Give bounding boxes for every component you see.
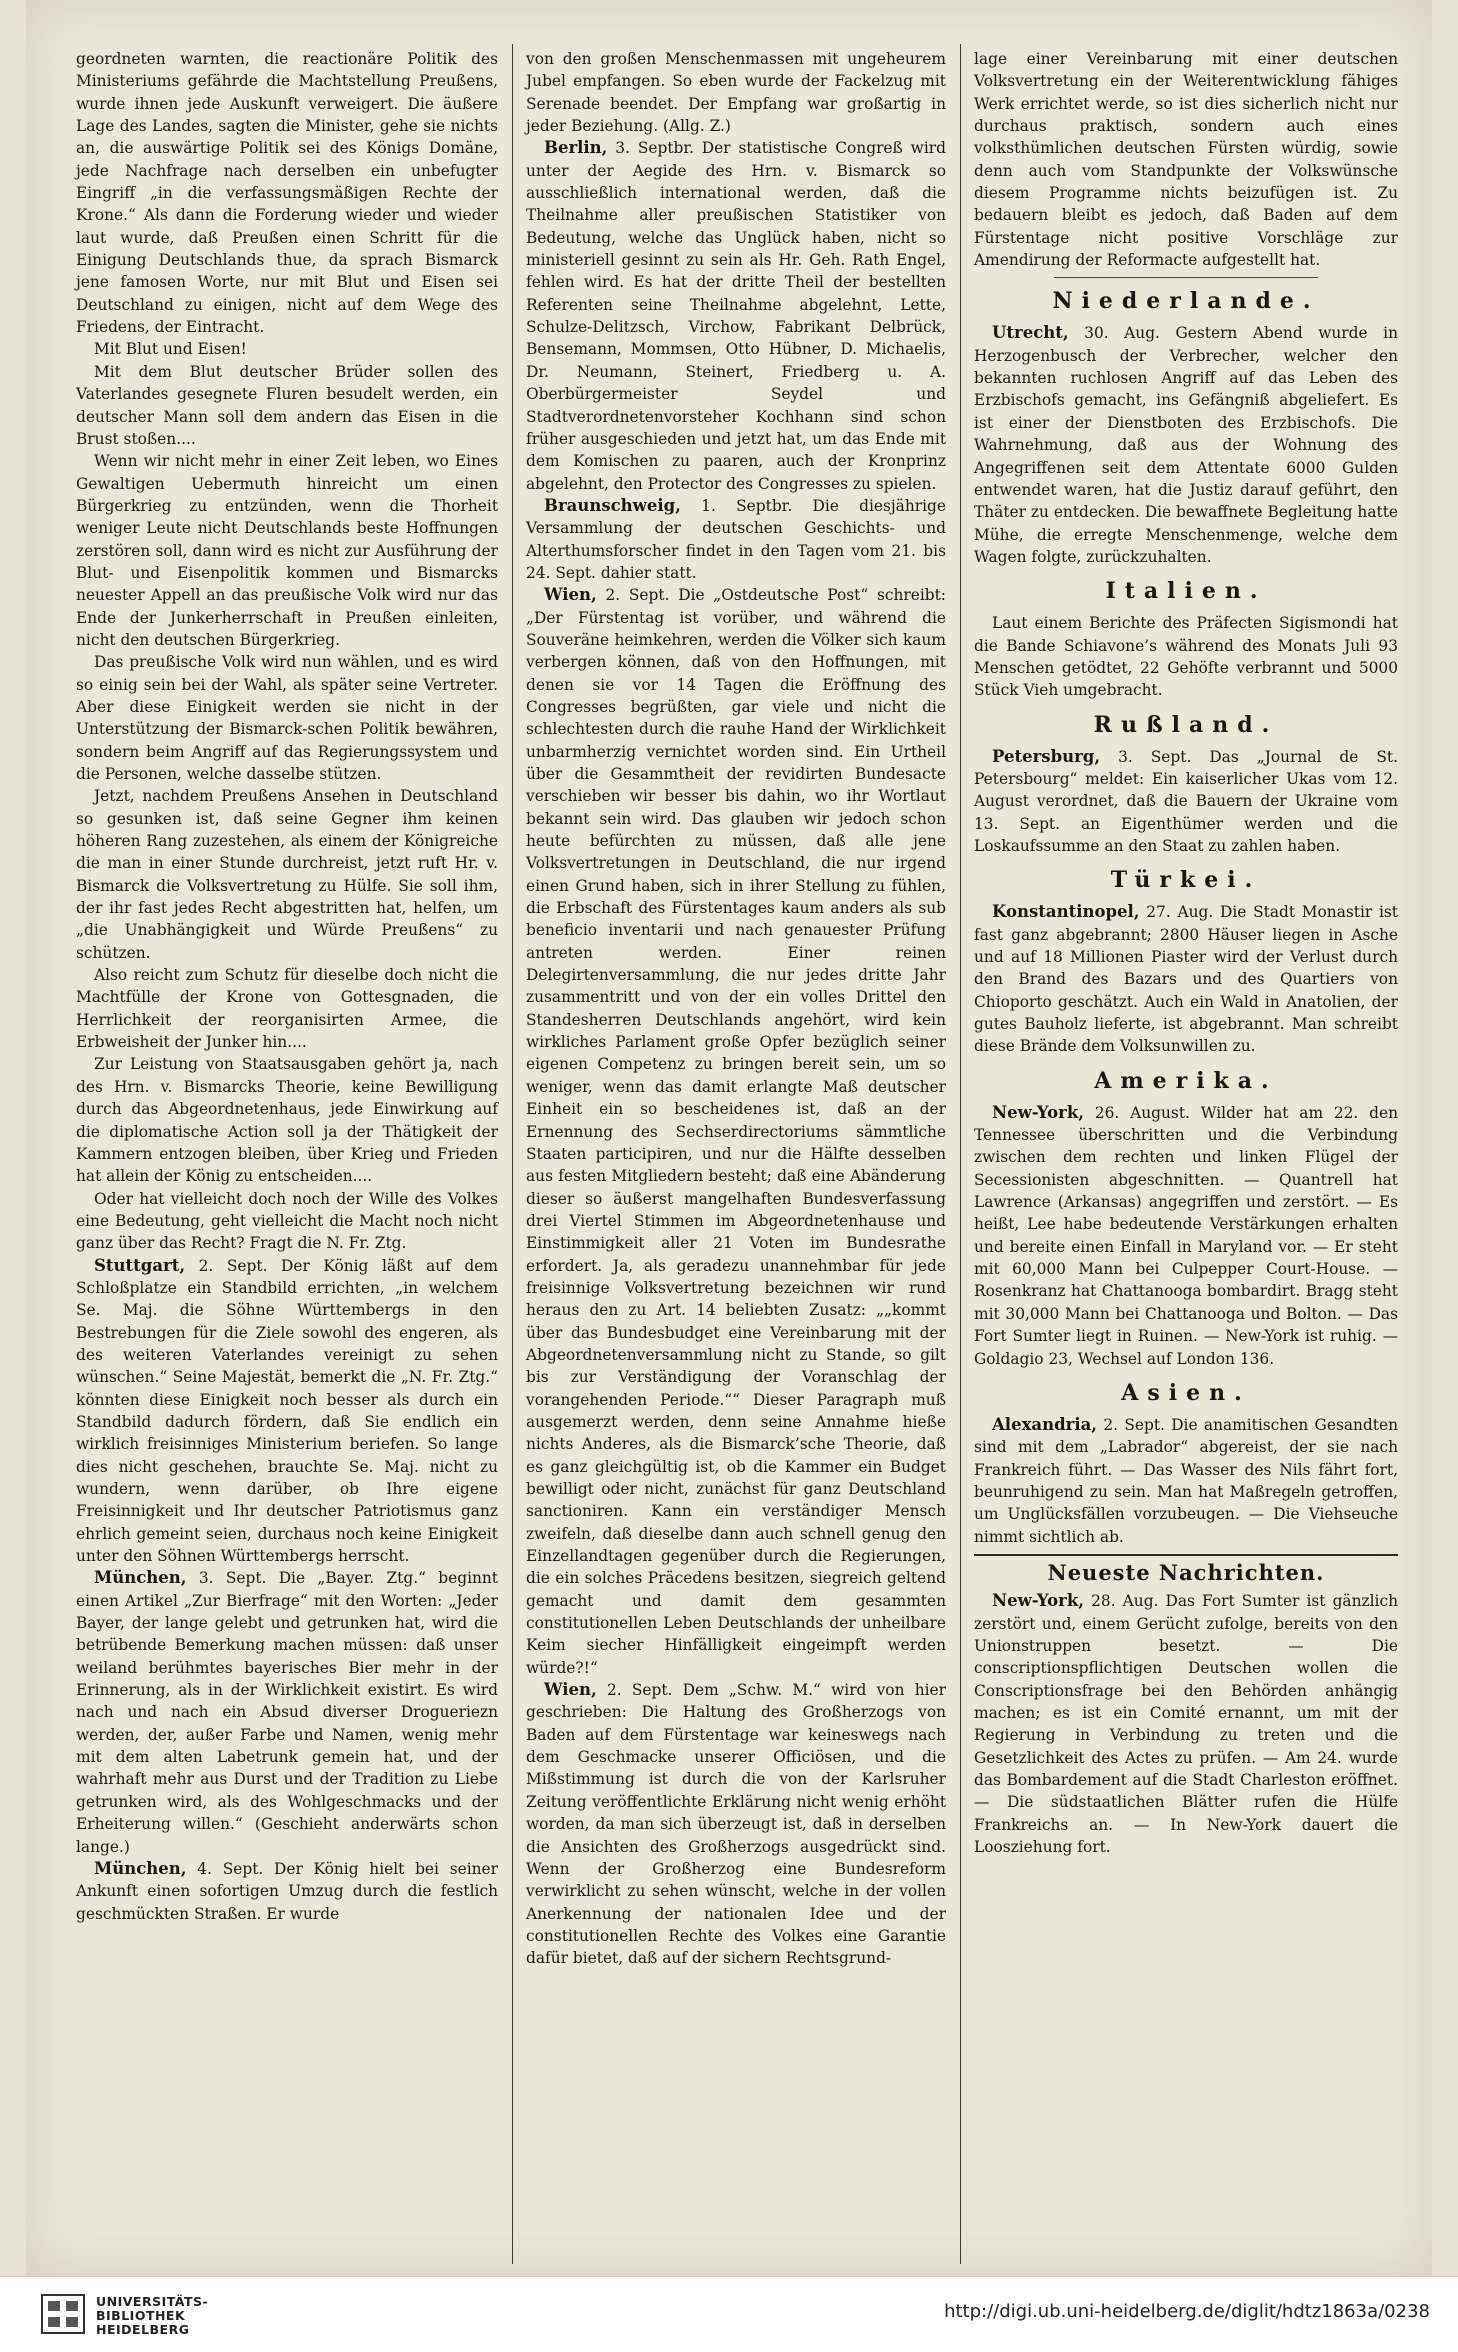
section-heading-tuerkei: Türkei. [1110,867,1262,894]
article [974,1590,1398,1858]
column-middle [526,48,946,2258]
article [76,1255,498,1568]
library-name-line: UNIVERSITÄTS- [96,2294,209,2309]
paragraph: Laut einem Berichte des Präfecten Sigismondi hat die Bande Schiavone’s während des Monats Juli 93 Menschen getödtet, 22 Gehöfte verbrannt und 5000 Stück Vieh umgebracht. [974,614,1398,700]
paragraph: Wenn wir nicht mehr in einer Zeit leben, wo Eines Gewaltigen Uebermuth hinreicht um einen Bürgerkrieg zu entzünden, wenn die Thorheit weniger Leute nicht Deutschlands beste Hoffnungen zerstören soll, dann wird es nicht zur Ausführung der Blut- und Eisenpolitik kommen und Bismarcks neuester Appell an das preußische Volk wird nur das Ende der Junkerherrschaft in Preußen einleiten, nicht den deutschen Bürgerkrieg. [76,452,498,649]
article [76,1567,498,1857]
column-rule [512,44,513,2264]
section-separator [1054,277,1318,278]
article-text: 3. Septbr. Der statistische Congreß wird unter der Aegide des Hrn. v. Bismarck so ausschließlich international werden, daß die Theilnahme aller preußischen Statistiker von Bedeutung, welche das Unglück haben, nicht so ministeriell gesinnt zu sein als Hr. Geh. Rath Engel, fehlen wird. Es hat der dritte Theil der bestellten Referenten seine Theilnahme abgelehnt, Lette, Schulze-Delitzsch, Virchow, Fabrikant Delbrück, Bensemann, Mommsen, Otto Hübner, D. Michaelis, Dr. Neumann, Steinert, Friedberg u. A. Oberbürgermeister Seydel und Stadtverordnetenvorsteher Kochhann sind schon früher ausgeschieden und jetzt hat, um das Ende mit dem Komischen zu paaren, auch der Kronprinz abgelehnt, den Protector des Congresses zu spielen. [526,139,946,493]
column-rule [960,44,961,2264]
paragraph: von den großen Menschenmassen mit ungeheurem Jubel empfangen. So eben wurde der Fackelzug mit Serenade beendet. Der Empfang war großartig in jeder Beziehung. (Allg. Z.) [526,50,946,136]
library-name-line: BIBLIOTHEK [96,2308,186,2323]
article-text: 3. Sept. Die „Bayer. Ztg.“ beginnt einen Artikel „Zur Bierfrage“ mit den Worten: „Jeder Bayer, der lange gelebt und getrunken hat, wird die betrübende Bemerkung machen müssen: daß unser weiland berühmtes bayerisches Bier mehr in der Erinnerung, als in der Wirklichkeit existirt. Es wird nach und nach ein Absud diverser Drogueriezn werden, der, außer Farbe und Namen, wenig mehr mit dem alten Labetrunk gemein hat, und der wahrhaft mehr aus Durst und der Tradition zu Liebe getrunken wird, als des Wohlgeschmacks und der Erheiterung willen.“ (Geschieht anderwärts schon lange.) [76,1569,498,1856]
paragraph: Oder hat vielleicht doch noch der Wille des Volkes eine Bedeutung, geht vielleicht die Macht noch nicht ganz über das Recht? Fragt die N. Fr. Ztg. [76,1189,498,1253]
article [526,584,946,1679]
dateline: New-York, [992,1102,1085,1122]
article [974,322,1398,568]
dateline: München, [94,1858,187,1878]
dateline: Braunschweig, [544,495,681,515]
article-text: 2. Sept. Die anamitischen Gesandten sind mit dem „Labrador“ abgereist, der sie nach Frankreich führt. — Das Wasser des Nils fährt fort, beunruhigend zu sein. Man hat Maßregeln getroffen, um Unglücksfällen vorzubeugen. — Die Viehseuche nimmt sichtlich ab. [974,1415,1398,1546]
article-text: 1. Septbr. Die diesjährige Versammlung der deutschen Geschichts- und Alterthumsforscher findet in den Tagen vom 21. bis 24. Sept. dahier statt. [526,496,946,582]
paragraph: Mit Blut und Eisen! [94,340,247,359]
dateline: Konstantinopel, [992,902,1140,922]
column-right [974,48,1398,1857]
section-heading-neueste-nachrichten: Neueste Nachrichten. [1047,1559,1325,1585]
section-heading-niederlande: Niederlande. [1052,288,1320,315]
dateline: New-York, [992,1591,1085,1611]
article-text: 30. Aug. Gestern Abend wurde in Herzogenbusch der Verbrecher, welcher den bekannten ruchlosen Angriff auf das Leben des Erzbischofs gemacht, ins Gefängniß abgeliefert. Es ist einer der Dienstboten des Erzbischofs. Die Wahrnehmung, daß aus der Wohnung des Angegriffenen seit dem Attentate 6000 Gulden entwendet waren, hat die Justiz darauf geführt, den Thäter zu entdecken. Die bewaffnete Begleitung hatte Mühe, die erregte Menschenmenge, welche dem Wagen folgte, zurückzuhalten. [974,324,1398,566]
paragraph: Jetzt, nachdem Preußens Ansehen in Deutschland so gesunken ist, daß seine Gegner ihm keinen höheren Rang zuzestehen, als einem der Königreiche die man in einer Stunde durchreist, jetzt ruft Hr. v. Bismarck die Volksvertretung zu Hülfe. Sie soll ihm, der ihr fast jedes Recht abgestritten hat, helfen, um „die Unabhängigkeit und Würde Preußens“ zu schützen. [76,787,498,962]
article [526,137,946,495]
dateline: Berlin, [544,138,608,158]
article [974,1414,1398,1548]
article [526,495,946,584]
paragraph: Also reicht zum Schutz für dieselbe doch nicht die Machtfülle der Krone von Gottesgnaden, die Herrlichkeit der reorganisirten Armee, die Erbweisheit der Junker hin.... [76,966,498,1052]
article [974,901,1398,1057]
section-separator [974,1554,1398,1556]
library-name [96,2295,208,2337]
article-text: 26. August. Wilder hat am 22. den Tennessee überschritten und die Verbindung zwischen dem rechten und linken Flügel der Secessionisten abgeschnitten. — Quantrell hat Lawrence (Arkansas) angegriffen und zerstört. — Es heißt, Lee habe bedeutende Verstärkungen erhalten und bereite einen Einfall in Maryland vor. — Er steht mit 60,000 Mann bei Culpepper Court-House. — Rosenkranz hat Chattanooga bombardirt. Bragg steht mit 30,000 Mann bei Chattanooga und Bolton. — Das Fort Sumter liegt in Ruinen. — New-York ist ruhig. — Goldagio 23, Wechsel auf London 136. [974,1103,1398,1368]
university-seal-icon [40,2293,86,2335]
article [974,746,1398,858]
section-heading-asien: Asien. [1121,1379,1251,1406]
dateline: Utrecht, [992,323,1069,343]
dateline: Petersburg, [992,746,1101,766]
paragraph: Das preußische Volk wird nun wählen, und es wird so einig sein bei der Wahl, als später seine Vertreter. Aber diese Einigkeit werden sie nicht in der Unterstützung der Bismarck-schen Politik bewähren, sondern beim Angriff auf das Regierungssystem und die Personen, welche dasselbe stützen. [76,653,498,783]
paragraph: lage einer Vereinbarung mit einer deutschen Volksvertretung ein der Weiterentwicklung fähiges Werk errichtet werde, so ist dies sicherlich nicht nur durchaus praktisch, sondern auch eines volksthümlichen deutschen Fürsten würdig, sowie denn auch vom Standpunkte der Volkswünsche diesem Programme nichts beizufügen ist. Zu bedauern bleibt es jedoch, daß Baden auf dem Fürstentage nicht positive Vorschläge zur Amendirung der Reformacte aufgestellt hat. [974,50,1398,270]
library-name-line: HEIDELBERG [96,2322,190,2337]
viewer-footer [0,2276,1458,2352]
paragraph: Mit dem Blut deutscher Brüder sollen des Vaterlandes gesegnete Fluren besudelt werden, ein deutscher Mann soll dem andern das Eisen in die Brust stoßen.... [76,362,498,448]
article [76,1858,498,1925]
dateline: München, [94,1568,187,1588]
dateline: Alexandria, [992,1414,1098,1434]
article [526,1679,946,1969]
permalink-url[interactable]: http://digi.ub.uni-heidelberg.de/diglit/hdtz1863a/0238 [944,2301,1430,2322]
article-text: 3. Sept. Das „Journal de St. Petersbourg“ meldet: Ein kaiserlicher Ukas vom 12. August verordnet, daß die Bauern der Ukraine vom 13. Sept. an Eigenthümer werden und die Loskaufssumme an den Staat zu zahlen haben. [974,747,1398,855]
dateline: Wien, [544,1680,597,1700]
paragraph: Zur Leistung von Staatsausgaben gehört ja, nach des Hrn. v. Bismarcks Theorie, keine Bewilligung durch das Abgeordnetenhaus, jede Einwirkung auf die diplomatische Action soll ja der Thätigkeit der Kammern entzogen bleiben, über Krieg und Frieden hat allein der König zu entscheiden.... [76,1055,498,1186]
article-text: 2. Sept. Die „Ostdeutsche Post“ schreibt: „Der Fürstentag ist vorüber, und während die Souveräne heimkehren, werden die Völker sich kaum verbergen können, daß von den Hoffnungen, mit denen sie vor 14 Tagen die Eröffnung des Congresses begrüßten, gar viele und nicht die schlechtesten durch die rauhe Hand der Wirklichkeit unbarmherzig vernichtet worden sind. Ein Urtheil über die Gesammtheit der revidirten Bundesacte verschieben wir besser bis dahin, wo ihr Wortlaut bekannt sein wird. Das glauben wir jedoch schon heute befürchten zu müssen, daß alle jene Volksvertretungen in Deutschland, die nur irgend einen Grund haben, sich in ihrer Stellung zu fühlen, die Erbschaft des Fürstentages kaum anders als sub beneficio inventarii und nach genauester Prüfung antreten werden. Einer reinen Delegirtenversammlung, die nur jedes dritte Jahr zusammentritt und von der ein volles Drittel den Standesherren Deutschlands angehört, wird kein wirkliches Parlament große Opfer bezüglich seiner eigenen Competenz zu bringen bereit sein, um so weniger, wenn das damit erlangte Maß deutscher Einheit ein so bescheidenes ist, daß an der Ernennung des Sechserdirectoriums sämmtliche Staaten participiren, und nur die Hälfte desselben aus festen Mitgliedern besteht; daß eine Abänderung dieser so äußerst mangelhaften Bundesverfassung drei Viertel Stimmen im Abgeordnetenhause und Einstimmigkeit aller 21 Voten im Bundesrathe erfordert. Ja, als geradezu unannehmbar für jede freisinnige Volksvertretung bezeichnen wir rund heraus den zu Art. 14 beliebten Zusatz: „„kommt über das Bundesbudget eine Vereinbarung mit der Abgeordnetenversammlung nicht zu Stande, so gilt bis zur Verständigung der Voranschlag der vorangehenden Periode.““ Dieser Paragraph muß ausgemerzt werden, denn seine Annahme hieße nichts Anderes, als die Bismarck’sche Theorie, daß es ganz gleichgültig ist, ob die Kammer ein Budget bewilligt oder nicht, zunächst für ganz Deutschland sanctioniren. Kann ein verständiger Mensch zweifeln, daß dieselbe dann auch schnell genug den Einzellandtagen gegenüber durch die Regierungen, die ein solches Präcedens besitzen, siegreich geltend gemacht und damit dem gesammten constitutionellen Leben Deutschlands der unheilbare Keim siecher Hinfälligkeit eingeimpft werden würde?!“ [526,586,946,1677]
newspaper-sheet [26,0,1432,2276]
paragraph: geordneten warnten, die reactionäre Politik des Ministeriums gefährde die Machtstellung Preußens, wurde ihnen jede Auskunft verweigert. Die äußere Lage des Landes, sagten die Minister, gehe sie nichts an, die auswärtige Politik sei des Königs Domäne, jede Nachfrage nach derselben ein unbefugter Eingriff „in die verfassungsmäßigen Rechte der Krone.“ Als dann die Forderung wieder und wieder laut wurde, daß Preußen einen Schritt für die Einigung Deutschlands thue, da sprach Bismarck jene famosen Worte, nur mit Blut und Eisen sei Deutschland zu einigen, nicht auf dem Wege des Friedens, der Eintracht. [76,50,498,337]
article-text: 2. Sept. Dem „Schw. M.“ wird von hier geschrieben: Die Haltung des Großherzogs von Baden auf dem Fürstentage war keineswegs nach dem Geschmacke unserer Officiösen, und die Mißstimmung ist durch die von der Karlsruher Zeitung veröffentlichte Erklärung nicht wenig erhöht worden, da man sich überzeugt ist, daß in derselben die Ansichten des Großherzogs ausgedrückt sind. Wenn der Großherzog eine Bundesreform verwirklicht zu sehen wünscht, welche in der vollen Anerkennung der nationalen Idee und der constitutionellen Rechte des Volkes eine Garantie dafür bietet, daß auf der sichern Rechtsgrund- [526,1681,946,1968]
article-text: 4. Sept. Der König hielt bei seiner Ankunft einen sofortigen Umzug durch die festlich geschmückten Straßen. Er wurde [76,1859,498,1923]
article-text: 28. Aug. Das Fort Sumter ist gänzlich zerstört und, einem Gerücht zufolge, bereits von den Unionstruppen besetzt. — Die conscriptionspflichtigen Deutschen wollen die Conscriptionsfrage bei den Behörden anhängig machen; es ist ein Comité ernannt, um mit der Regierung in Verbindung zu treten und die Gesetzlichkeit des Actes zu prüfen. — Am 24. wurde das Bombardement auf die Stadt Charleston eröffnet. — Die südstaatlichen Blätter rufen die Hülfe Frankreichs an. — In New-York dauert die Loosziehung fort. [974,1592,1398,1857]
section-heading-russland: Rußland. [1093,711,1279,738]
section-heading-amerika: Amerika. [1094,1067,1278,1094]
article [974,1102,1398,1370]
dateline: Wien, [544,585,597,605]
section-heading-italien: Italien. [1105,578,1267,605]
article-text: 27. Aug. Die Stadt Monastir ist fast ganz abgebrannt; 2800 Häuser liegen in Asche und auf 18 Millionen Piaster wird der Verlust durch den Brand des Bazars und des Quartiers von Chioporto geschätzt. Auch ein Wald in Anatolien, der gutes Bauholz lieferte, ist abgebrannt. Man schreibt diese Brände dem Volksunwillen zu. [974,903,1398,1056]
article-text: 2. Sept. Der König läßt auf dem Schloßplatze ein Standbild errichten, „in welchem Se. Maj. die Söhne Württembergs in den Bestrebungen für die Ziele sowohl des engeren, als des weiteren Vaterlandes vereinigt zu sehen wünschen.“ Seine Majestät, bemerkt die „N. Fr. Ztg.“ könnten diese Einigkeit noch besser als durch ein Standbild dadurch fördern, daß Sie endlich ein wirklich freisinniges Ministerium beriefen. So lange dies nicht geschehen, brauchte Se. Maj. nicht zu wundern, wenn darüber, ob Ihre eigene Freisinnigkeit und Ihr deutscher Patriotismus ganz ehrlich gemeint seien, durchaus noch keine Einigkeit unter den Söhnen Württembergs herrscht. [76,1256,498,1566]
column-left [76,48,498,2258]
dateline: Stuttgart, [94,1255,186,1275]
